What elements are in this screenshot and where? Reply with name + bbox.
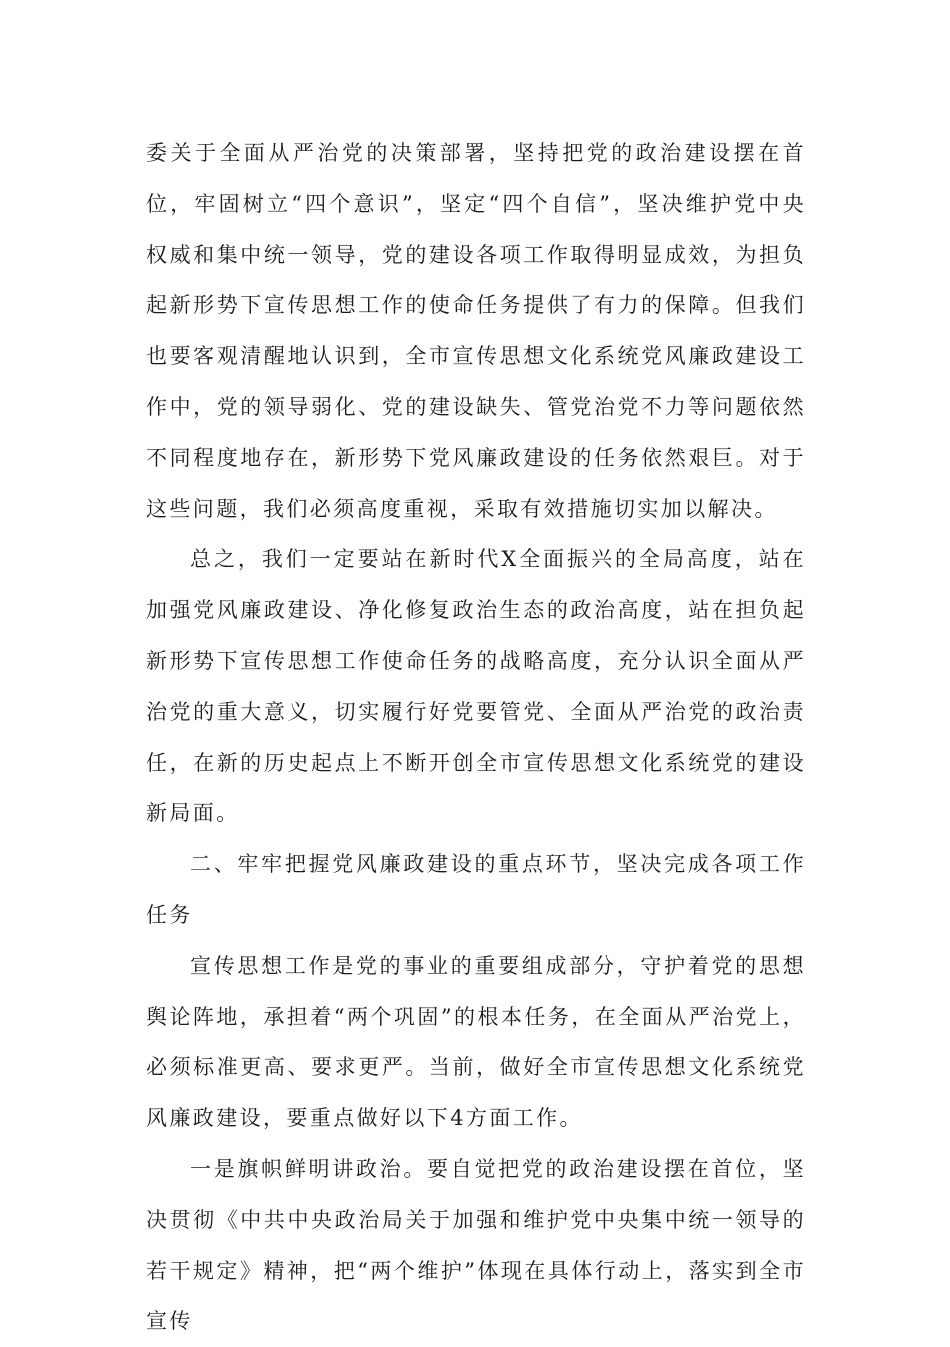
paragraph-point-one: 一是旗帜鲜明讲政治。要自觉把党的政治建设摆在首位，坚决贯彻《中共中央政治局关于加强和维护党中央集中统一领导的若干规定》精神，把“两个维护”体现在具体行动上，落实到全市宣传: [146, 1156, 806, 1334]
paragraph-continuation: 委关于全面从严治党的决策部署，坚持把党的政治建设摆在首位，牢固树立“四个意识”，坚定“四个自信”，坚决维护党中央权威和集中统一领导，党的建设各项工作取得明显成效，为担负起新形势下宣传思想工作的使命任务提供了有力的保障。但我们也要客观清醒地认识到，全市宣传思想文化系统党风廉政建设工作中，党的领导弱化、党的建设缺失、管党治党不力等问题依然不同程度地存在，新形势下党风廉政建设的任务依然艰巨。对于这些问题，我们必须高度重视，采取有效措施切实加以解决。: [146, 141, 806, 521]
paragraph-intro: 宣传思想工作是党的事业的重要组成部分，守护着党的思想舆论阵地，承担着“两个巩固”的根本任务，在全面从严治党上，必须标准更高、要求更严。当前，做好全市宣传思想文化系统党风廉政建设，要重点做好以下4方面工作。: [146, 953, 806, 1131]
paragraph-summary: 总之，我们一定要站在新时代X全面振兴的全局高度，站在加强党风廉政建设、净化修复政治生态的政治高度，站在担负起新形势下宣传思想工作使命任务的战略高度，充分认识全面从严治党的重大意义，切实履行好党要管党、全面从严治党的政治责任，在新的历史起点上不断开创全市宣传思想文化系统党的建设新局面。: [146, 547, 806, 826]
document-body: [146, 128, 806, 1347]
section-heading: 二、牢牢把握党风廉政建设的重点环节，坚决完成各项工作任务: [146, 852, 806, 927]
